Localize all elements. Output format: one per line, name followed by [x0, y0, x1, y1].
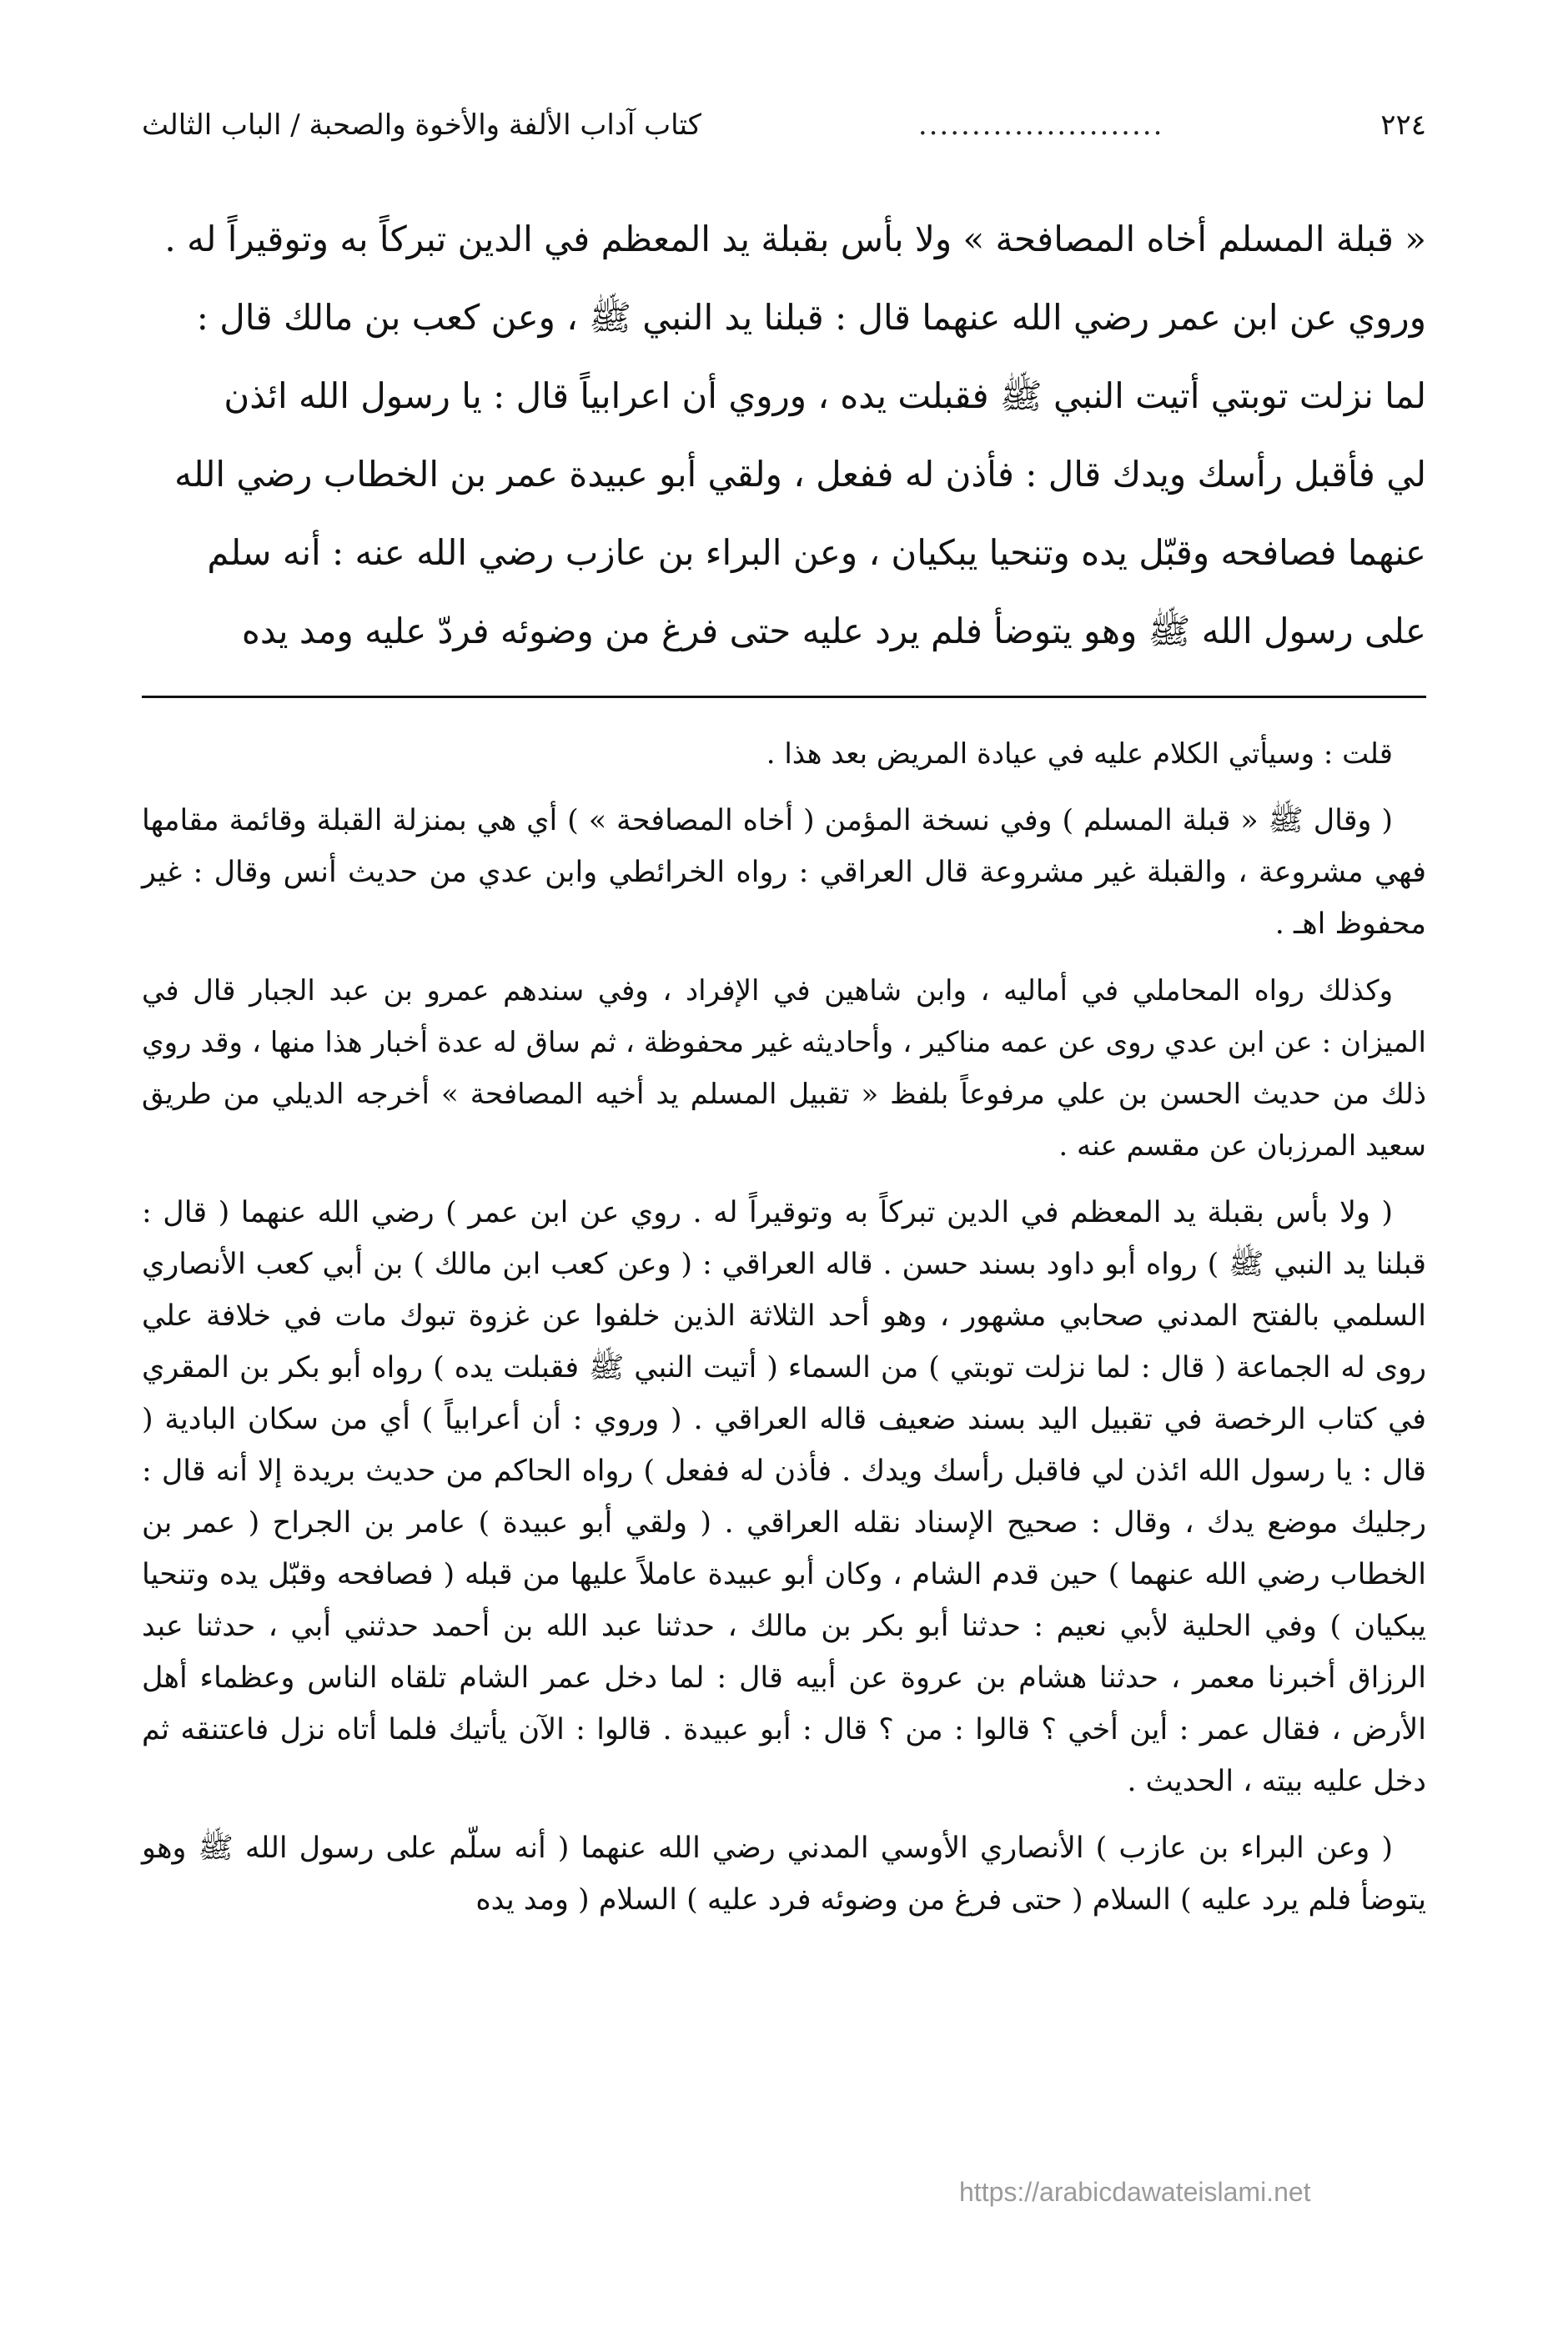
commentary-paragraph: قلت : وسيأتي الكلام عليه في عيادة المريض بعد هذا .: [766, 737, 1393, 771]
main-text-line: عنهما فصافحه وقبّل يده وتنحيا يبكيان ، وعن البراء بن عازب رضي الله عنه : أنه سلم: [207, 532, 1426, 573]
main-text-line: على رسول الله ﷺ وهو يتوضأ فلم يرد عليه حتى فرغ من وضوئه فردّ عليه ومد يده: [241, 611, 1426, 651]
main-text-line: لي فأقبل رأسك ويدك قال : فأذن له ففعل ، ولقي أبو عبيدة عمر بن الخطاب رضي الله: [174, 454, 1426, 495]
main-text-line: لما نزلت توبتي أتيت النبي ﷺ فقبلت يده ، وروي أن اعرابياً قال : يا رسول الله ائذن: [224, 375, 1426, 416]
commentary-paragraph: وكذلك رواه المحاملي في أماليه ، وابن شاهين في الإفراد ، وفي سندهم عمرو بن عبد الجبار قال في الميزان : عن ابن عدي روى عن عمه مناكير ، وأحاديثه غير محفوظة ، ثم ساق له عدة أخبار هذا منها ، وقد روي ذلك من حديث الحسن بن علي مرفوعاً بلفظ « تقبيل المسلم يد أخيه المصافحة » أخرجه الديلي من طريق سعيد المرزبان عن مقسم عنه .: [142, 974, 1426, 1163]
watermark-url: https://arabicdawateislami.net: [959, 2177, 1311, 2207]
separator-rule: [142, 696, 1426, 698]
main-text-line: وروي عن ابن عمر رضي الله عنهما قال : قبلنا يد النبي ﷺ ، وعن كعب بن مالك قال :: [196, 297, 1426, 338]
page-number: ٢٢٤: [1380, 108, 1426, 142]
commentary-block: [142, 728, 1426, 1926]
book-page: [142, 108, 1426, 1941]
main-text-block: [142, 200, 1426, 671]
main-text-line: « قبلة المسلم أخاه المصافحة » ولا بأس بقبلة يد المعظم في الدين تبركاً به وتوقيراً له .: [164, 219, 1426, 259]
commentary-paragraph: ( وعن البراء بن عازب ) الأنصاري الأوسي المدني رضي الله عنهما ( أنه سلّم على رسول الله ﷺ وهو يتوضأ فلم يرد عليه ) السلام ( حتى فرغ من وضوئه فرد عليه ) السلام ( ومد يده: [142, 1832, 1426, 1917]
commentary-paragraph: ( ولا بأس بقبلة يد المعظم في الدين تبركاً به وتوقيراً له . روي عن ابن عمر ) رضي الله عنهما ( قال : قبلنا يد النبي ﷺ ) رواه أبو داود بسند حسن . قاله العراقي : ( وعن كعب ابن مالك ) بن أبي كعب الأنصاري السلمي بالفتح المدني صحابي مشهور ، وهو أحد الثلاثة الذين خلفوا عن غزوة تبوك مات في خلافة علي روى له الجماعة ( قال : لما نزلت توبتي ) من السماء ( أتيت النبي ﷺ فقبلت يده ) رواه أبو بكر بن المقري في كتاب الرخصة في تقبيل اليد بسند ضعيف قاله العراقي . ( وروي : أن أعرابياً ) أي من سكان البادية ( قال : يا رسول الله ائذن لي فاقبل رأسك ويدك . فأذن له ففعل ) رواه الحاكم من حديث بريدة إلا أنه قال : رجليك موضع يدك ، وقال : صحيح الإسناد نقله العراقي . ( ولقي أبو عبيدة ) عامر بن الجراح ( عمر بن الخطاب رضي الله عنهما ) حين قدم الشام ، وكان أبو عبيدة عاملاً عليها من قبله ( فصافحه وقبّل يده وتنحيا يبكيان ) وفي الحلية لأبي نعيم : حدثنا أبو بكر بن مالك ، حدثنا عبد الله بن أحمد حدثني أبي ، حدثنا عبد الرزاق أخبرنا معمر ، حدثنا هشام بن عروة عن أبيه قال : لما دخل عمر الشام تلقاه الناس وعظماء أهل الأرض ، فقال عمر : أين أخي ؟ قالوا : من ؟ قال : أبو عبيدة . قالوا : الآن يأتيك فلما أتاه نزل فاعتنقه ثم دخل عليه بيته ، الحديث .: [142, 1196, 1426, 1798]
commentary-paragraph: ( وقال ﷺ « قبلة المسلم ) وفي نسخة المؤمن ( أخاه المصافحة » ) أي هي بمنزلة القبلة وقائمة مقامها فهي مشروعة ، والقبلة غير مشروعة قال العراقي : رواه الخرائطي وابن عدي من حديث أنس وقال : غير محفوظ اهـ .: [142, 804, 1426, 941]
header-dots: .......................: [917, 108, 1164, 142]
running-header: [142, 108, 1426, 167]
running-title: كتاب آداب الألفة والأخوة والصحبة / الباب الثالث: [142, 108, 701, 142]
